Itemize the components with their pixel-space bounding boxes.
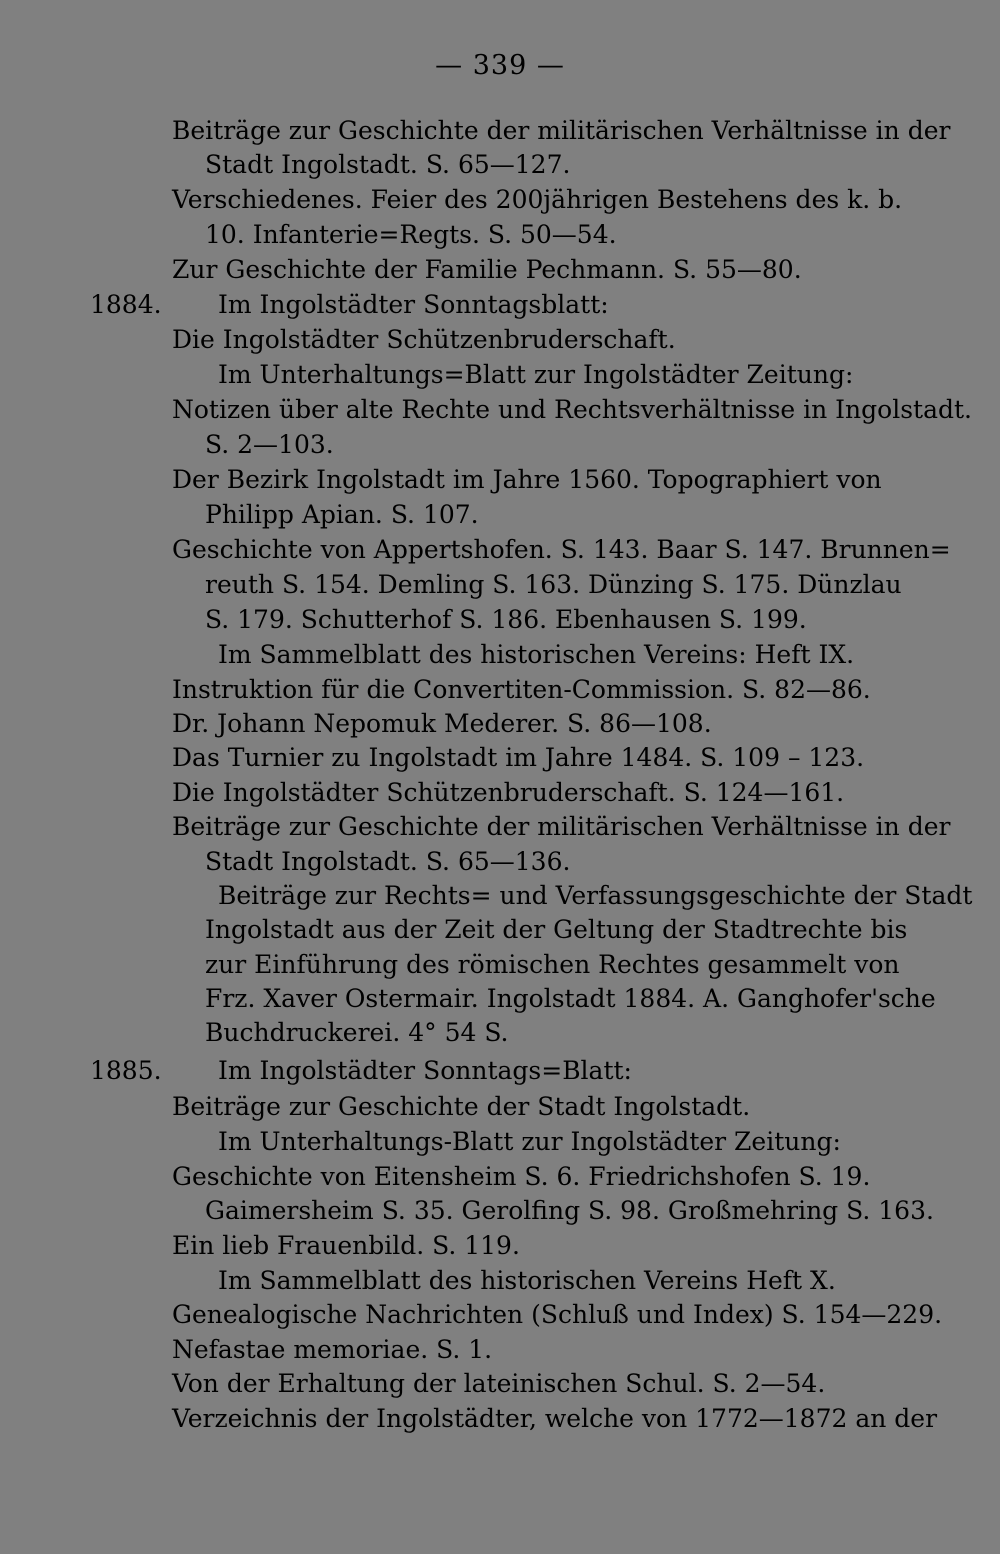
text-line: Notizen über alte Rechte und Rechtsverhältnisse in Ingolstadt. (172, 395, 972, 424)
text-line: Beiträge zur Geschichte der militärischen Verhältnisse in der (172, 116, 951, 145)
text-line: Das Turnier zu Ingolstadt im Jahre 1484. S. 109 – 123. (172, 743, 865, 772)
text-line: reuth S. 154. Demling S. 163. Dünzing S. 175. Dünzlau (205, 570, 902, 599)
text-line: Zur Geschichte der Familie Pechmann. S. 55—80. (172, 255, 802, 284)
text-line: Von der Erhaltung der lateinischen Schul. S. 2—54. (172, 1369, 826, 1398)
text-line: Genealogische Nachrichten (Schluß und Index) S. 154—229. (172, 1300, 943, 1329)
text-line: Nefastae memoriae. S. 1. (172, 1335, 493, 1364)
text-line: S. 179. Schutterhof S. 186. Ebenhausen S. 199. (205, 605, 807, 634)
text-line: Instruktion für die Convertiten-Commission. S. 82—86. (172, 675, 871, 704)
text-line: Ingolstadt aus der Zeit der Geltung der Stadtrechte bis (205, 915, 908, 944)
section-heading: Im Sammelblatt des historischen Vereins: Heft IX. (218, 640, 855, 669)
section-heading: Im Ingolstädter Sonntagsblatt: (218, 290, 609, 319)
page-number: — 339 — (435, 50, 565, 81)
text-line: Frz. Xaver Ostermair. Ingolstadt 1884. A. Ganghofer'sche (205, 984, 936, 1013)
text-line: Verzeichnis der Ingolstädter, welche von 1772—1872 an der (172, 1404, 938, 1433)
text-line: 10. Infanterie=Regts. S. 50—54. (205, 220, 617, 249)
text-line: Philipp Apian. S. 107. (205, 500, 479, 529)
section-heading: Im Ingolstädter Sonntags=Blatt: (218, 1056, 632, 1085)
text-line: Beiträge zur Rechts= und Verfassungsgeschichte der Stadt (218, 881, 973, 910)
section-heading: Im Unterhaltungs-Blatt zur Ingolstädter Zeitung: (218, 1127, 841, 1156)
text-line: Stadt Ingolstadt. S. 65—136. (205, 847, 571, 876)
section-heading: Im Unterhaltungs=Blatt zur Ingolstädter Zeitung: (218, 360, 854, 389)
year-label: 1885. (90, 1056, 162, 1085)
section-heading: Im Sammelblatt des historischen Vereins Heft X. (218, 1266, 836, 1295)
text-line: Buchdruckerei. 4° 54 S. (205, 1018, 509, 1047)
text-line: Ein lieb Frauenbild. S. 119. (172, 1231, 520, 1260)
text-line: Gaimersheim S. 35. Gerolfing S. 98. Großmehring S. 163. (205, 1196, 934, 1225)
text-line: Verschiedenes. Feier des 200jährigen Bestehens des k. b. (172, 185, 903, 214)
text-line: Beiträge zur Geschichte der militärischen Verhältnisse in der (172, 812, 951, 841)
year-label: 1884. (90, 290, 162, 319)
text-line: zur Einführung des römischen Rechtes gesammelt von (205, 950, 900, 979)
text-line: S. 2—103. (205, 430, 334, 459)
text-line: Geschichte von Eitensheim S. 6. Friedrichshofen S. 19. (172, 1162, 871, 1191)
text-line: Die Ingolstädter Schützenbruderschaft. S. 124—161. (172, 778, 845, 807)
text-line: Der Bezirk Ingolstadt im Jahre 1560. Topographiert von (172, 465, 882, 494)
text-line: Beiträge zur Geschichte der Stadt Ingolstadt. (172, 1092, 751, 1121)
text-line: Stadt Ingolstadt. S. 65—127. (205, 150, 571, 179)
text-line: Dr. Johann Nepomuk Mederer. S. 86—108. (172, 709, 712, 738)
text-line: Geschichte von Appertshofen. S. 143. Baar S. 147. Brunnen= (172, 535, 951, 564)
text-line: Die Ingolstädter Schützenbruderschaft. (172, 325, 676, 354)
